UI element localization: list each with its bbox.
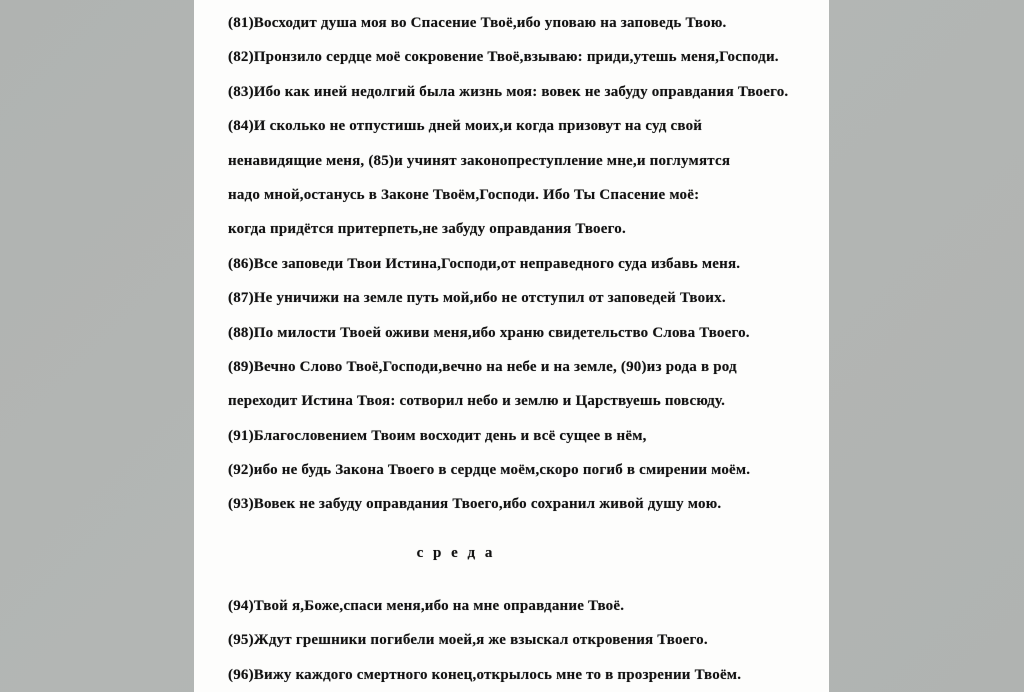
verse-line: (93)Вовек не забуду оправдания Твоего,ибо сохранил живой душу мою. — [228, 496, 722, 513]
text-column — [228, 6, 817, 692]
verse-line: (91)Благословением Твоим восходит день и всё сущее в нём, — [228, 427, 647, 444]
verse-line: (82)Пронзило сердце моё сокровение Твоё,взываю: приди,утешь меня,Господи. — [228, 49, 779, 66]
verse-line: ненавидящие меня, (85)и учинят законопреступление мне,и поглумятся — [228, 152, 731, 169]
verse-line: (83)Ибо как иней недолгий была жизнь моя: вовек не забуду оправдания Твоего. — [228, 83, 789, 100]
verse-line: (94)Твой я,Боже,спаси меня,ибо на мне оправдание Твоё. — [228, 597, 625, 614]
verse-line: (95)Ждут грешники погибели моей,я же взыскал откровения Твоего. — [228, 632, 708, 649]
verse-line: (92)ибо не будь Закона Твоего в сердце моём,скоро погиб в смирении моём. — [228, 462, 751, 479]
document-page — [194, 0, 829, 692]
verse-line: надо мной,останусь в Законе Твоём,Господи. Ибо Ты Спасение моё: — [228, 186, 700, 203]
verse-line: (88)По милости Твоей оживи меня,ибо храню свидетельство Слова Твоего. — [228, 324, 750, 341]
verse-line: (87)Не уничижи на земле путь мой,ибо не отступил от заповедей Твоих. — [228, 290, 726, 307]
verse-line: переходит Истина Твоя: сотворил небо и землю и Царствуешь повсюду. — [228, 393, 726, 410]
verse-group-after-heading — [228, 589, 817, 692]
section-heading: с р е д а — [416, 544, 496, 561]
verse-line: (89)Вечно Слово Твоё,Господи,вечно на небе и на земле, (90)из рода в род — [228, 358, 737, 375]
verse-line: (84)И сколько не отпустишь дней моих,и когда призовут на суд свой — [228, 118, 703, 135]
verse-line: (81)Восходит душа моя во Спасение Твоё,ибо уповаю на заповедь Твою. — [228, 15, 727, 31]
verse-line: когда придётся притерпеть,не забуду оправдания Твоего. — [228, 221, 626, 238]
verse-line: (96)Вижу каждого смертного конец,открылось мне то в прозрении Твоём. — [228, 666, 742, 683]
verse-line: (86)Все заповеди Твои Истина,Господи,от неправедного суда избавь меня. — [228, 255, 741, 272]
